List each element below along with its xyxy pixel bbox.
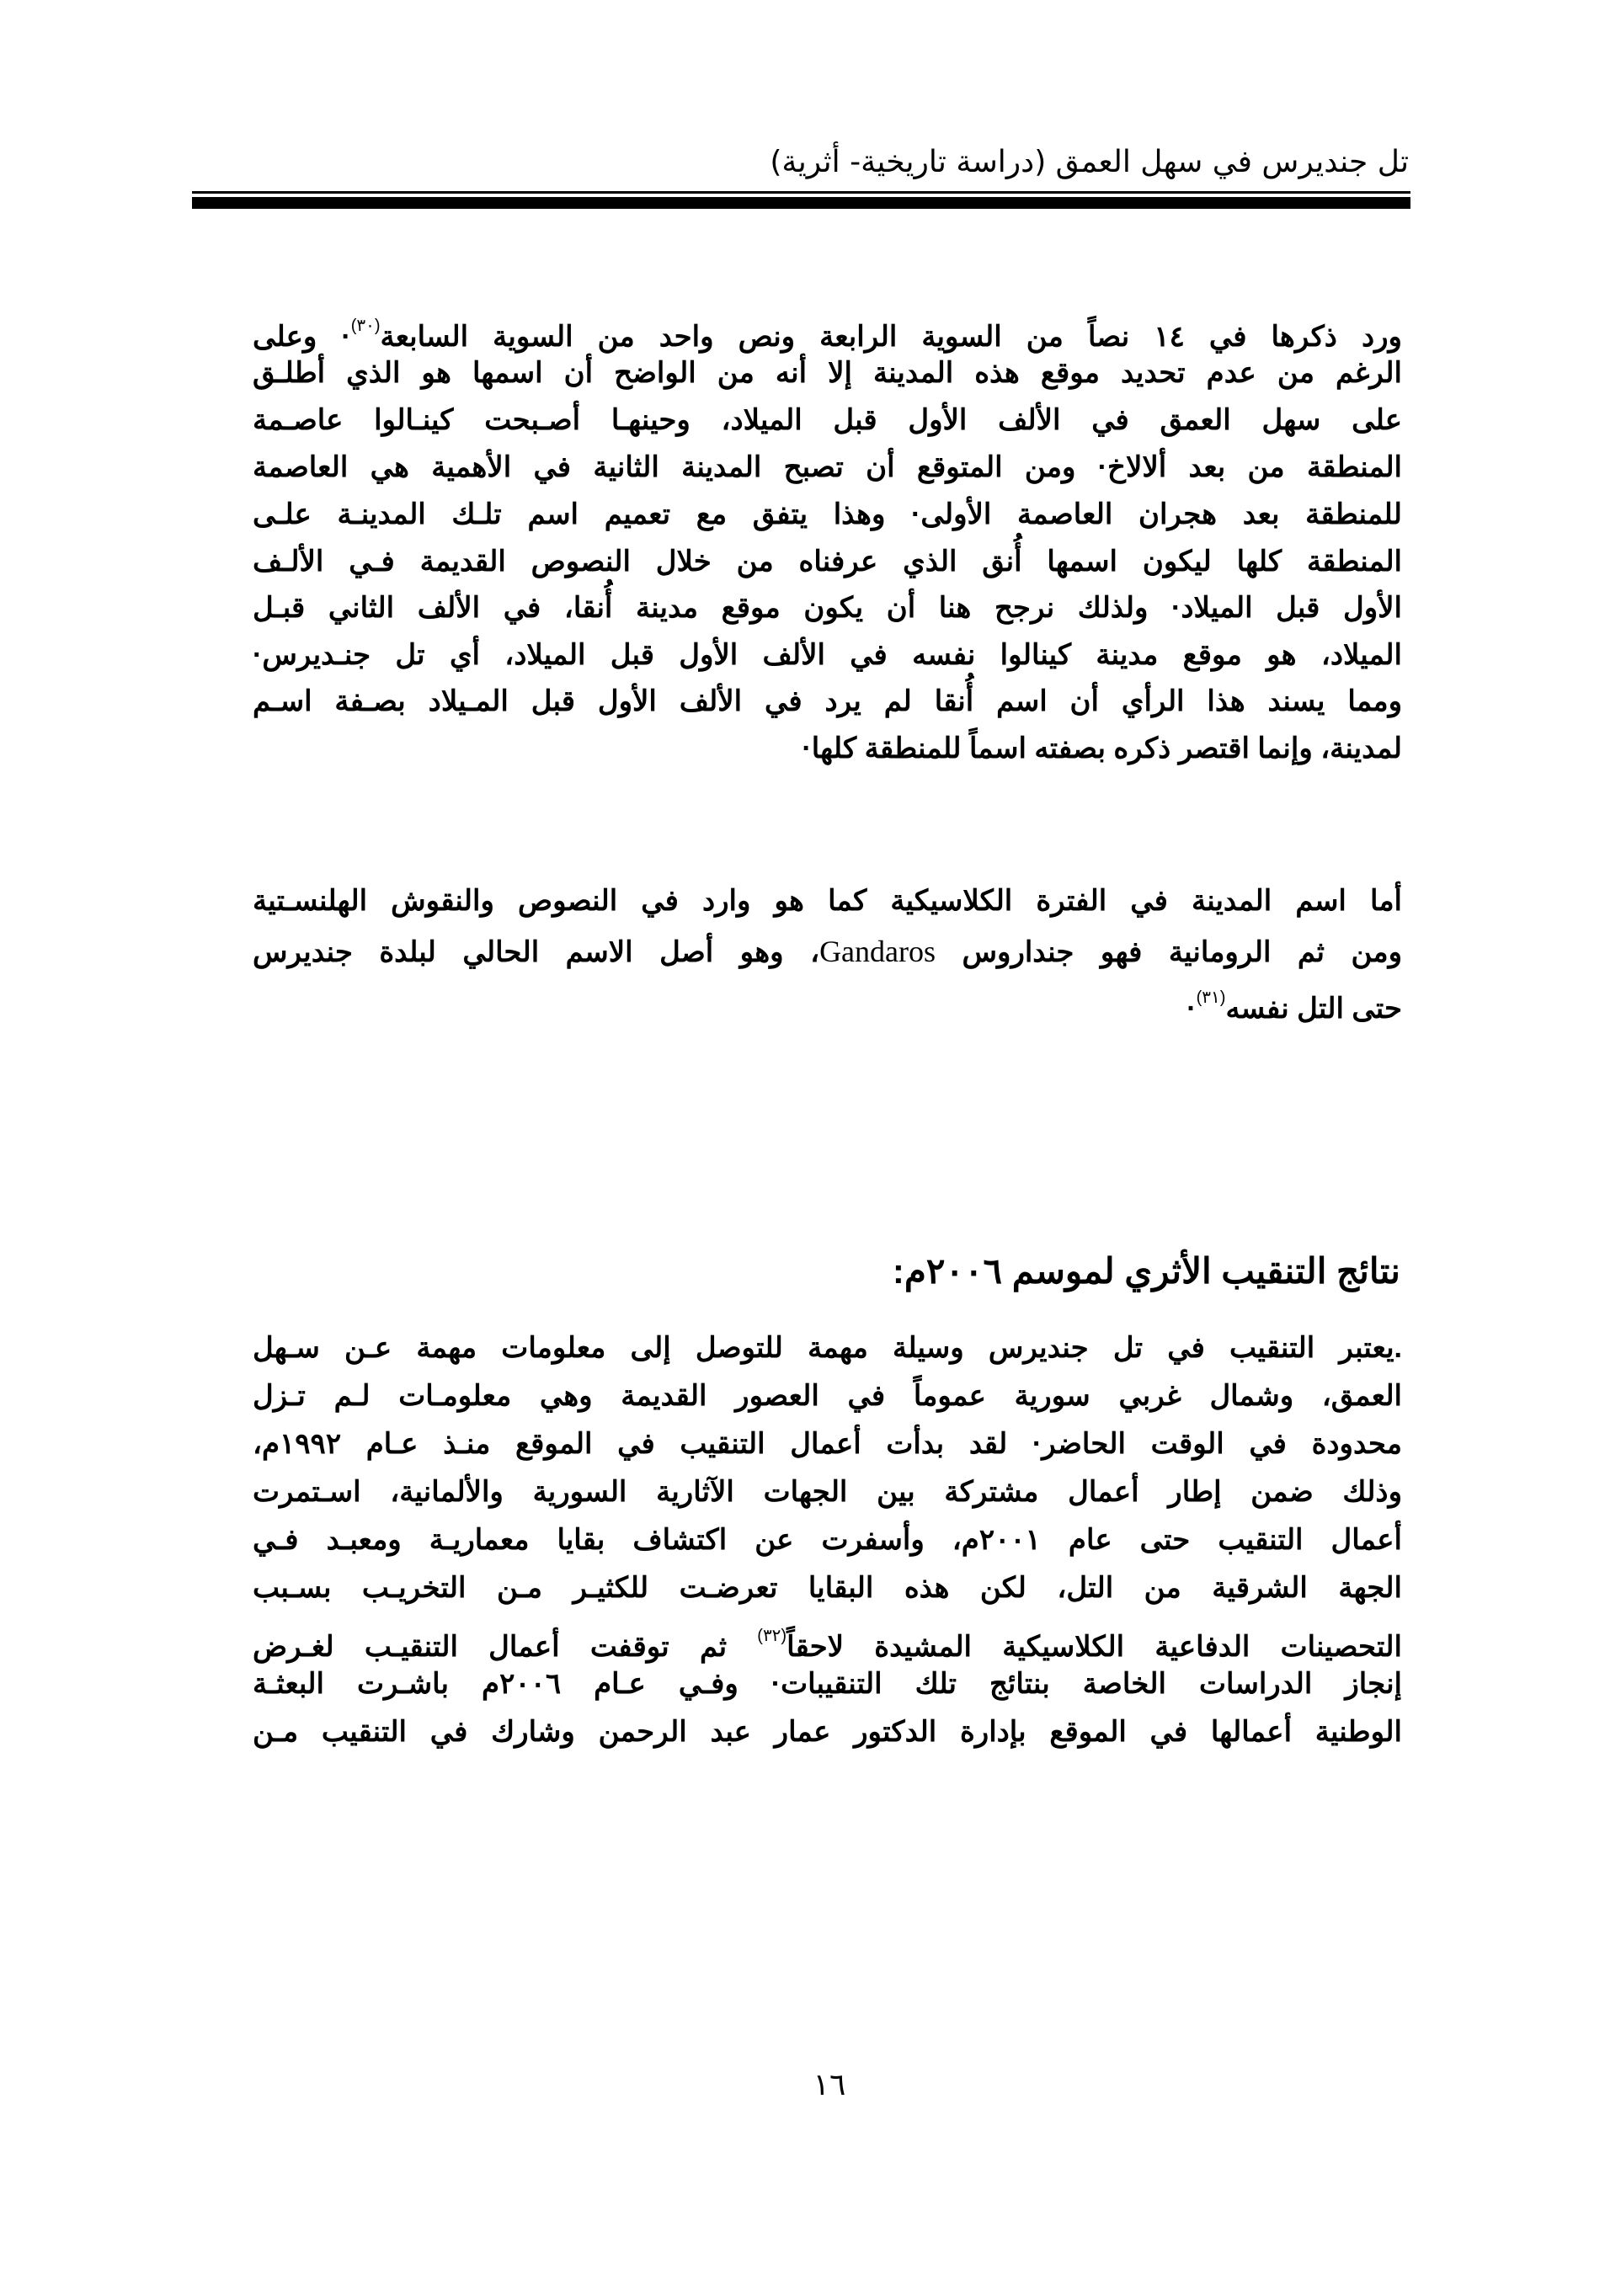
footnote-marker-32[interactable]: (٣٢) <box>757 1627 787 1645</box>
text-line <box>253 930 1402 972</box>
text-line: أما اسم المدينة في الفترة الكلاسيكية كما هو وارد في النصوص والنقوش الهلنسـتية <box>253 885 1402 917</box>
section-heading: نتائج التنقيب الأثري لموسم ٢٠٠٦م: <box>892 1251 1400 1291</box>
text-line <box>253 977 1402 1025</box>
text-line: الجهة الشرقية من التل، لكن هذه البقايا تعرضـت للكثيـر مـن التخريـب بسـبب <box>253 1572 1402 1604</box>
text-line: ومما يسند هذا الرأي أن اسم أُنقا لم يرد في الألف الأول قبل المـيلاد بصـفة اسـم <box>253 685 1402 717</box>
line-text-tail: ، وهو أصل الاسم الحالي لبلدة جنديرس <box>253 936 820 968</box>
line-text-tail: · <box>1186 993 1197 1025</box>
text-line: .يعتبر التنقيب في تل جنديرس وسيلة مهمة للتوصل إلى معلومات مهمة عـن سـهل <box>253 1332 1402 1364</box>
line-text-tail: ثم توقفت أعمال التنقيـب لغـرض <box>253 1631 758 1663</box>
running-head: تل جنديرس في سهل العمق (دراسة تاريخية- أثرية) <box>770 145 1409 179</box>
line-text: التحصينات الدفاعية الكلاسيكية المشيدة لاحقاً <box>787 1631 1402 1663</box>
text-line: المنطقة كلها ليكون اسمها أُنق الذي عرفناه من خلال النصوص القديمة فـي الألـف <box>253 546 1402 578</box>
text-line <box>253 1615 1402 1663</box>
line-text: حتى التل نفسه <box>1225 993 1402 1025</box>
text-line: أعمال التنقيب حتى عام ٢٠٠١م، وأسفرت عن اكتشاف بقايا معماريـة ومعبـد فـي <box>253 1524 1402 1556</box>
page-number: ١٦ <box>813 2068 846 2102</box>
text-line: المنطقة من بعد ألالاخ· ومن المتوقع أن تصبح المدينة الثانية في الأهمية هي العاصمة <box>253 451 1402 483</box>
text-line: الرغم من عدم تحديد موقع هذه المدينة إلا أنه من الواضح أن اسمها هو الذي أطلـق <box>253 357 1402 389</box>
line-text: ورد ذكرها في ١٤ نصاً من السوية الرابعة ونص واحد من السوية السابعة <box>380 321 1402 353</box>
text-line: محدودة في الوقت الحاضر· لقد بدأت أعمال التنقيب في الموقع منـذ عـام ١٩٩٢م، <box>253 1428 1402 1460</box>
text-line: وذلك ضمن إطار أعمال مشتركة بين الجهات الآثارية السورية والألمانية، اسـتمرت <box>253 1476 1402 1508</box>
latin-name: Gandaros <box>819 935 936 968</box>
text-line: الوطنية أعمالها في الموقع بإدارة الدكتور عمار عبد الرحمن وشارك في التنقيب مـن <box>253 1716 1402 1748</box>
text-line: الميلاد، هو موقع مدينة كينالوا نفسه في الألف الأول قبل الميلاد، أي تل جنـديرس· <box>253 639 1402 671</box>
text-line: العمق، وشمال غربي سورية عموماً في العصور القديمة وهي معلومـات لـم تـزل <box>253 1380 1402 1412</box>
text-line: على سهل العمق في الألف الأول قبل الميلاد، وحينهـا أصـبحت كينـالوا عاصـمة <box>253 404 1402 436</box>
line-text-tail: · وعلى <box>253 321 351 353</box>
text-line: إنجاز الدراسات الخاصة بنتائج تلك التنقيبات· وفـي عـام ٢٠٠٦م باشـرت البعثـة <box>253 1668 1402 1700</box>
footnote-marker-30[interactable]: (٣٠) <box>350 317 381 335</box>
header-rule-thin <box>192 191 1410 194</box>
text-line: الأول قبل الميلاد· ولذلك نرجح هنا أن يكون موقع مدينة أُنقا، في الألف الثاني قبـل <box>253 592 1402 624</box>
header-rule-thick <box>192 197 1410 209</box>
text-line <box>253 305 1402 353</box>
footnote-marker-31[interactable]: (٣١) <box>1196 988 1226 1007</box>
text-line: لمدينة، وإنما اقتصر ذكره بصفته اسماً للمنطقة كلها· <box>802 732 1402 764</box>
text-line: للمنطقة بعد هجران العاصمة الأولى· وهذا يتفق مع تعميم اسم تلـك المدينـة علـى <box>253 498 1402 530</box>
line-text: ومن ثم الرومانية فهو جنداروس <box>962 936 1402 968</box>
